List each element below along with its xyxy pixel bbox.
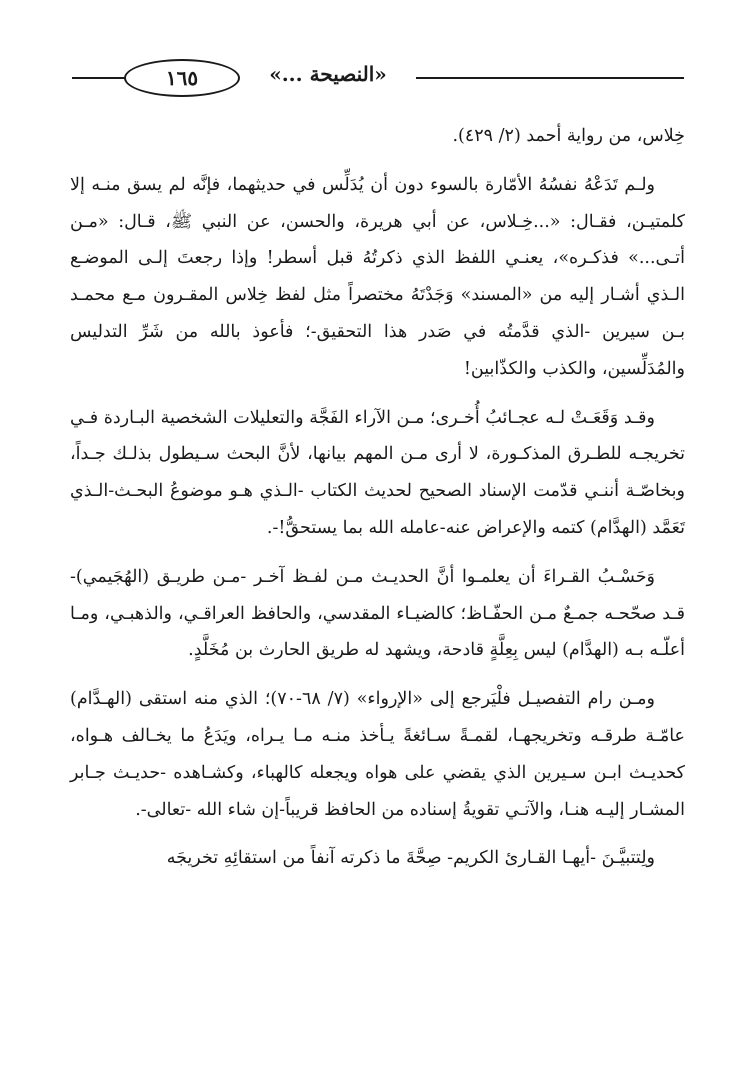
paragraph-2: ولـم تَدَعْهُ نفسُهُ الأمّارة بالسوء دون أن يُدَلِّس في حديثهما، فإنَّه لم يسق منـه إلا كلمتيـن، فقـال: «...خِـلاس، عن أبي هريرة، والحسن، عن النبي ﷺ، قـال: «مـن أتـى...» فذكـره»، يعنـي اللفظ الذي ذكرتُهُ قبل أسطر! وإذا رجعتَ إلـى الموضـع الـذي أشـار إليه من «المسند» وَجَدْتَهُ مختصراً مثل لفظ خِلاس المقـرون مـع محمـد بـن سيرين -الذي قدَّمتُه في صَدر هذا التحقيق-؛ فأعوذ بالله من شَرِّ التدليس والمُدَلِّسين، والكذب والكذّابين! (70, 174, 685, 379)
text-body (70, 118, 685, 877)
page-number: ١٦٥ (124, 59, 240, 97)
running-header (70, 50, 685, 104)
paragraph-6: ولِتتبيَّـنَ -أيهـا القـارئ الكريم- صِحَّةَ ما ذكرته آنفاً من استقائِهِ تخريجَه (166, 848, 655, 869)
book-page (70, 50, 685, 889)
header-rule-left (72, 77, 128, 79)
paragraph-1: خِلاس، من رواية أحمد (٢/ ٤٢٩). (452, 126, 685, 146)
header-rule-right (416, 77, 684, 79)
paragraph-3: وقـد وَقَعَـتْ لـه عجـائبُ أُخـرى؛ مـن الآراء الفَجَّة والتعليلات الشخصية البـاردة فـي تخريجـه للطـرق المذكـورة، لا أرى مـن المهم بيانها، لأنَّ البحث سـيطول بذلـك جـداً، وبخاصّـة أننـي قدّمت الإسناد الصحيح لحديث الكتاب -الـذي هـو موضوعُ البحـث-الـذي تَعَمَّد (الهدَّام) كتمه والإعراض عنه-عامله الله بما يستحقُّ!-. (70, 407, 685, 538)
paragraph-4: وَحَسْـبُ القـراءَ أن يعلمـوا أنَّ الحديـث مـن لفـظ آخـر -مـن طريـق (الهُجَيمي)- قـد صحّحـه جمـعٌ مـن الحفّـاظ؛ كالضيـاء المقدسي، والحافظ العراقـي، والذهبـي، ومـا أعلّـه بـه (الهدَّام) ليس بِعِلَّةٍ قادحة، ويشهد له طريق الحارث بن مُخَلَّدٍ. (70, 566, 685, 661)
running-title: «النصيحة ...» (269, 62, 387, 86)
paragraph-5: ومـن رام التفصيـل فلْيَرجع إلى «الإرواء» (٧/ ٦٨-٧٠)؛ الذي منه استقى (الهـدَّام) عامّـة طرقـه وتخريجهـا، لقمـةً سـائغةً يـأخذ منـه مـا يـراه، ويَدَعُ ما يخـالف هـواه، كحديـث ابـن سـيرين الذي يقضي على هواه ويجعله كالهباء، وكشـاهده -حديـث جـابر المشـار إليـه هنـا، والآتـي تقويةُ إسناده من الحافظ قريباً-إن شاء الله -تعالى-. (70, 689, 685, 820)
